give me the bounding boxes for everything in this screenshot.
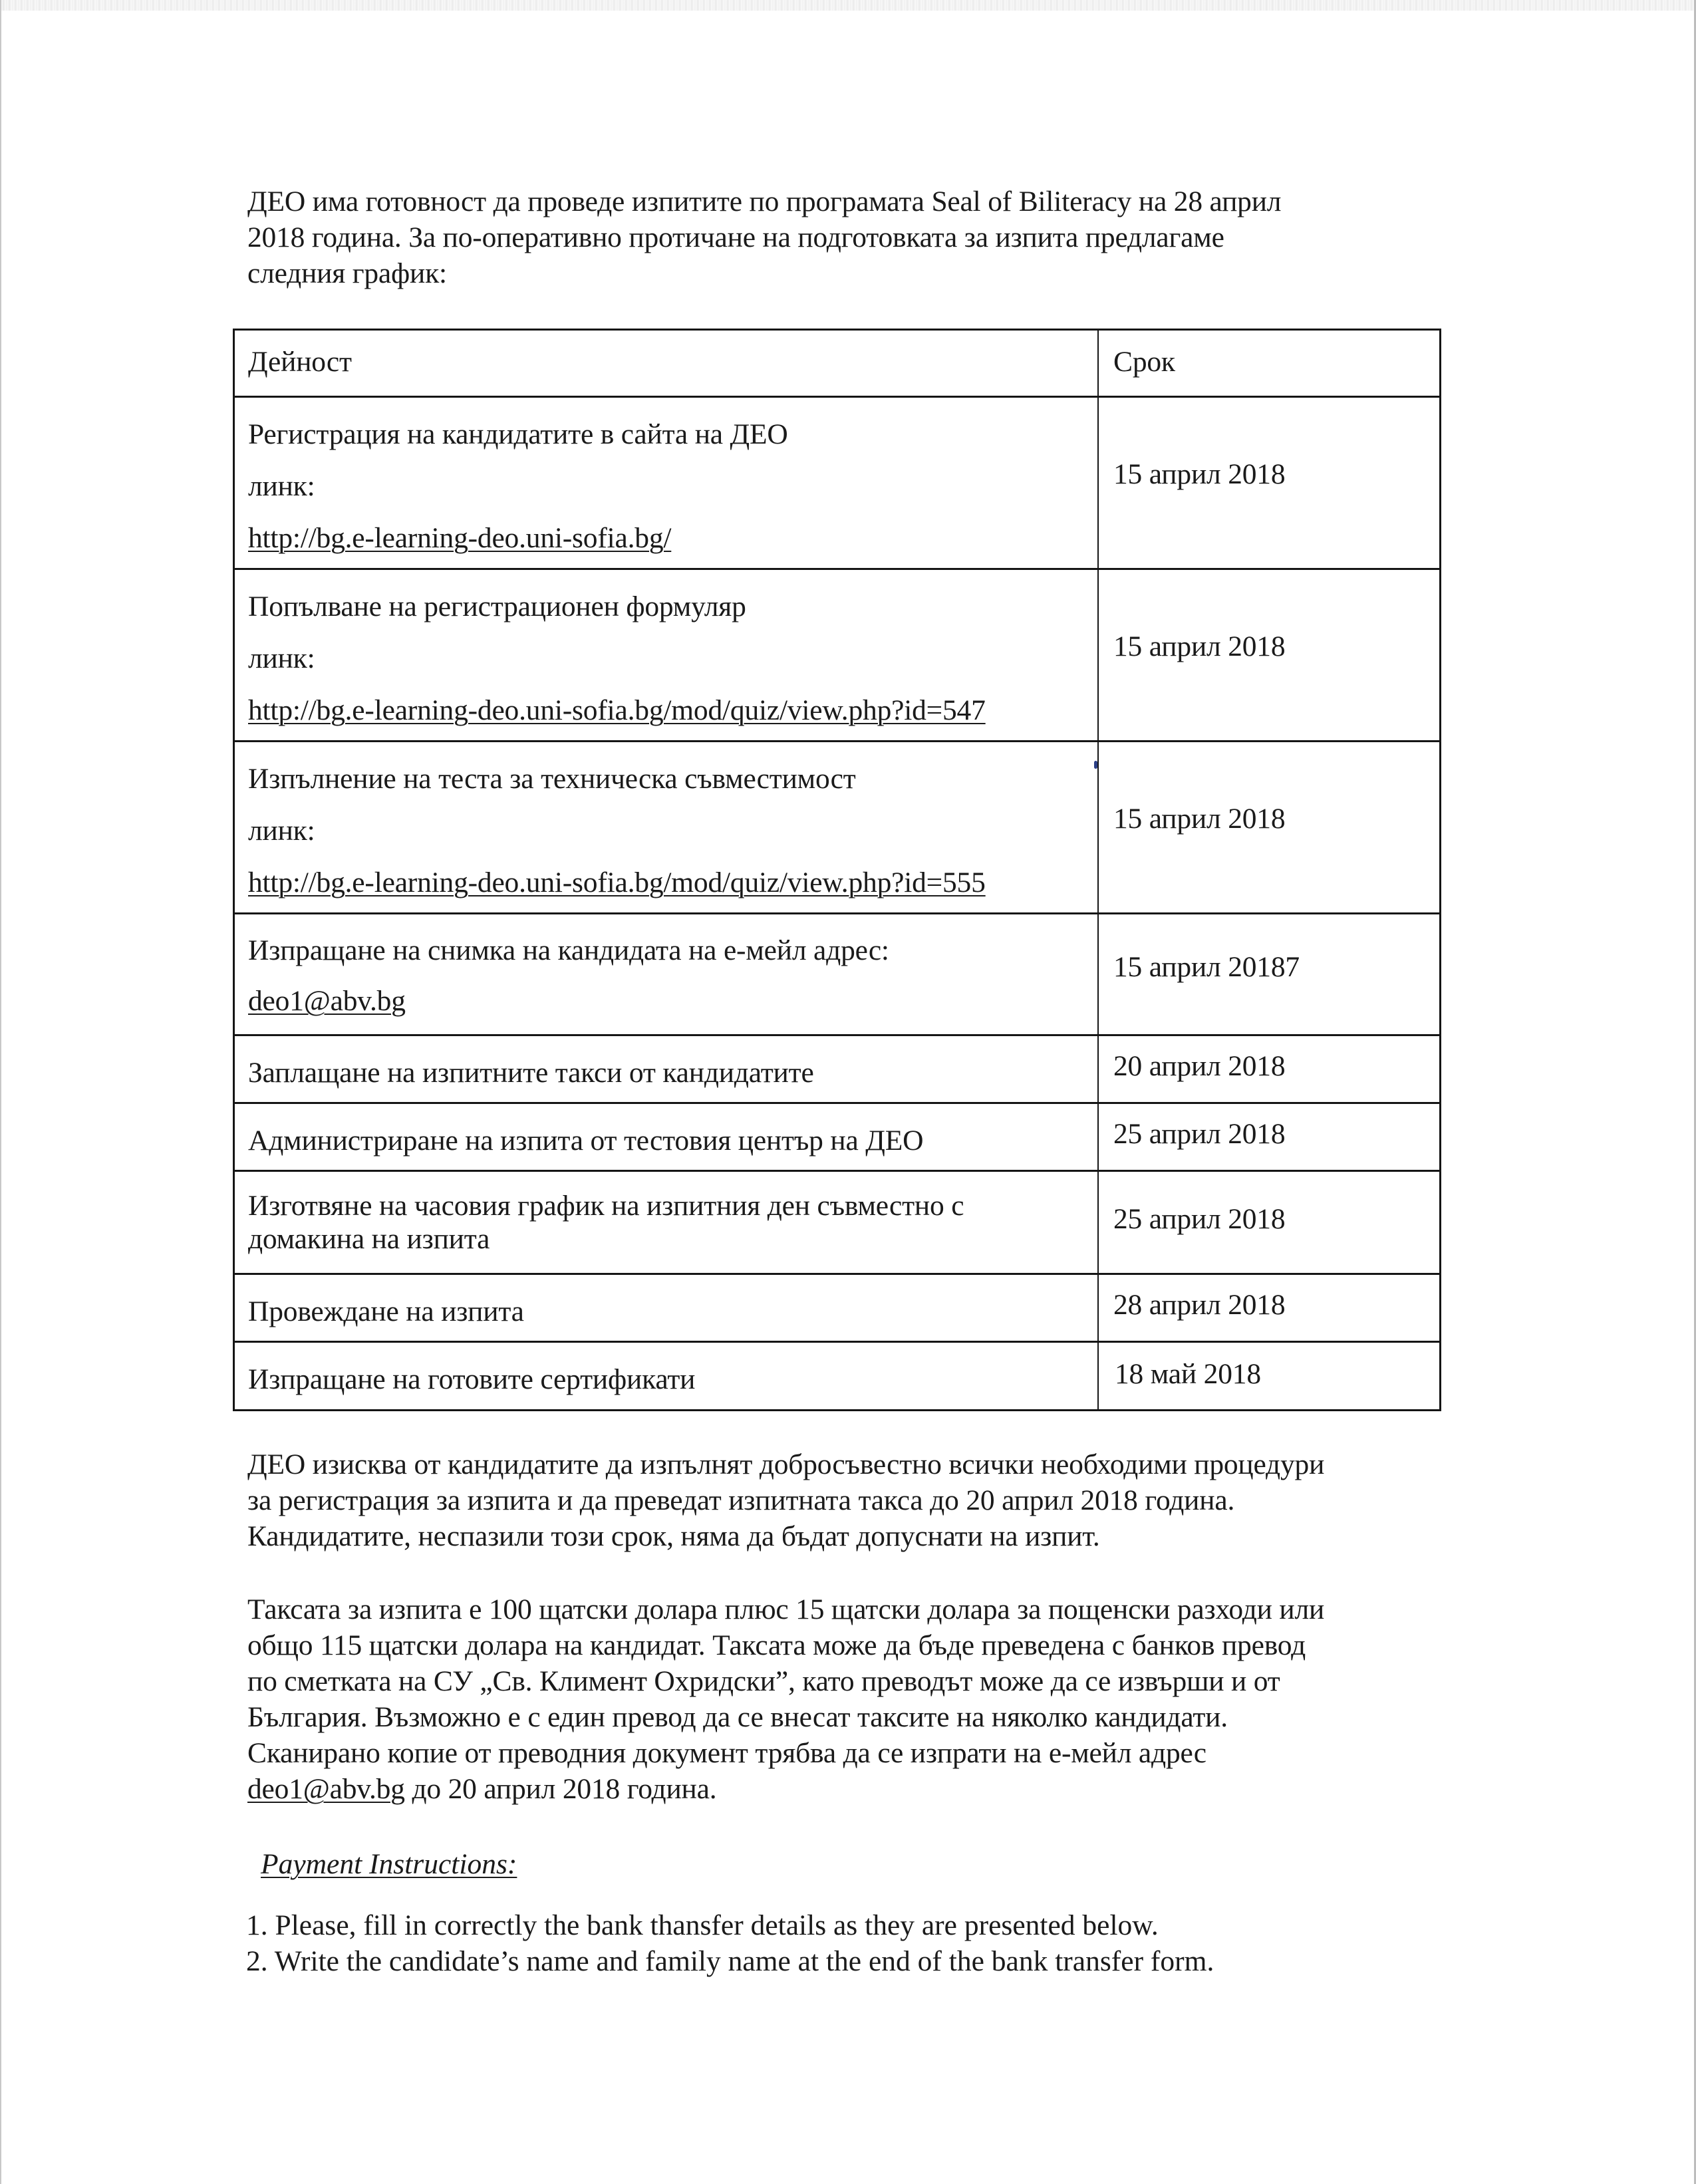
registration-form-link[interactable]: http://bg.e-learning-deo.uni-sofia.bg/mod/quiz/view.php?id=547: [248, 694, 986, 726]
requirements-line: ДЕО изисква от кандидатите да изпълнят добросъвестно всички необходими процедури: [247, 1448, 1325, 1480]
activity-cell: [235, 742, 1099, 912]
activity-text: Регистрация на кандидатите в сайта на ДЕО: [248, 418, 788, 450]
fee-info-paragraph: [247, 1591, 1451, 1807]
activity-text: Попълване на регистрационен формуляр: [248, 591, 746, 622]
table-row: [235, 740, 1439, 912]
deadline-cell: [1099, 742, 1439, 912]
payment-instructions-title: Payment Instructions:: [261, 1848, 517, 1880]
fee-line: Сканирано копие от преводния документ трябва да се изпрати на е-мейл адрес: [247, 1737, 1206, 1769]
fee-line: общо 115 щатски долара на кандидат. Таксата може да бъде преведена с банков превод: [247, 1629, 1306, 1661]
payment-instructions-list: [246, 1907, 1214, 1979]
link-label: линк:: [248, 815, 315, 847]
activity-cell: [235, 914, 1099, 1034]
compatibility-test-link[interactable]: http://bg.e-learning-deo.uni-sofia.bg/mod/quiz/view.php?id=555: [248, 867, 986, 898]
activity-text: Изпращане на снимка на кандидата на е-мейл адрес:: [248, 934, 889, 966]
requirements-line: за регистрация за изпита и да преведат изпитната такса до 20 април 2018 година.: [247, 1484, 1235, 1516]
table-header-row: [235, 331, 1439, 396]
activity-cell: Администриране на изпита от тестовия център на ДЕО: [235, 1104, 1099, 1170]
deadline-cell: [1099, 1172, 1439, 1273]
deadline-cell: [1099, 1036, 1439, 1102]
deadline-text: 15 април 2018: [1113, 630, 1286, 662]
scan-top-noise: [0, 0, 1696, 11]
link-label: линк:: [248, 470, 315, 502]
fee-email-link[interactable]: deo1@abv.bg: [247, 1773, 405, 1805]
table-row: [235, 1034, 1439, 1102]
activity-cell: [235, 570, 1099, 740]
table-row: [235, 396, 1439, 568]
fee-line-last: [247, 1771, 1451, 1807]
table-row: [235, 1341, 1439, 1409]
fee-deadline-text: до 20 април 2018 година.: [404, 1773, 717, 1805]
table-row: [235, 568, 1439, 740]
email-link[interactable]: deo1@abv.bg: [248, 985, 406, 1017]
deadline-text: 28 април 2018: [1113, 1289, 1286, 1321]
activity-text: Изпълнение на теста за техническа съвместимост: [248, 763, 856, 795]
payment-instruction-item: 1. Please, fill in correctly the bank thansfer details as they are presented below.: [246, 1909, 1159, 1941]
requirements-line: Кандидатите, неспазили този срок, няма да бъдат допуснати на изпит.: [247, 1520, 1100, 1552]
deadline-text: 15 април 20187: [1113, 951, 1300, 983]
registration-site-link[interactable]: http://bg.e-learning-deo.uni-sofia.bg/: [248, 522, 672, 554]
deadline-text: 18 май 2018: [1115, 1358, 1261, 1390]
activity-cell: [235, 1172, 1099, 1273]
scan-edge-left: [0, 0, 1, 2184]
activity-cell: Изпращане на готовите сертификати: [235, 1343, 1099, 1409]
intro-line: следния график:: [247, 257, 447, 289]
fee-line: по сметката на СУ „Св. Климент Охридски”, като преводът може да се извърши и от: [247, 1665, 1280, 1697]
deadline-cell: [1099, 570, 1439, 740]
header-activity: Дейност: [235, 331, 1099, 396]
intro-line: 2018 година. За по-оперативно протичане на подготовката за изпита предлагаме: [247, 221, 1224, 253]
deadline-cell: [1099, 398, 1439, 568]
header-deadline: Срок: [1113, 346, 1175, 378]
deadline-text: 25 април 2018: [1113, 1203, 1286, 1235]
activity-cell: [235, 398, 1099, 568]
table-row: [235, 912, 1439, 1034]
deadline-cell: [1099, 1275, 1439, 1341]
fee-line: Таксата за изпита е 100 щатски долара плюс 15 щатски долара за пощенски разходи или: [247, 1593, 1325, 1625]
deadline-text: 15 април 2018: [1113, 458, 1286, 490]
deadline-cell: [1099, 914, 1439, 1034]
table-row: [235, 1273, 1439, 1341]
table-row: [235, 1102, 1439, 1170]
deadline-text: 15 април 2018: [1113, 803, 1286, 835]
activity-text: Изготвяне на часовия график на изпитния ден съвместно с: [248, 1190, 964, 1222]
deadline-text: 25 април 2018: [1113, 1118, 1286, 1150]
link-label: линк:: [248, 642, 315, 674]
table-row: [235, 1170, 1439, 1273]
intro-line: ДЕО има готовност да проведе изпитите по програмата Seal of Biliteracy на 28 април: [247, 186, 1282, 217]
payment-instruction-item: 2. Write the candidate’s name and family name at the end of the bank transfer form.: [246, 1945, 1214, 1977]
deadline-cell: [1099, 1104, 1439, 1170]
activity-cell: Провеждане на изпита: [235, 1275, 1099, 1341]
activity-text: домакина на изпита: [248, 1223, 490, 1255]
activity-cell: Заплащане на изпитните такси от кандидатите: [235, 1036, 1099, 1102]
deadline-text: 20 април 2018: [1113, 1050, 1286, 1082]
requirements-paragraph: [247, 1446, 1451, 1554]
schedule-table: [233, 329, 1441, 1411]
deadline-cell: [1099, 1343, 1439, 1409]
intro-paragraph: [247, 184, 1451, 291]
ink-mark: [1094, 761, 1097, 769]
fee-line: България. Възможно е с един превод да се внесат таксите на няколко кандидати.: [247, 1701, 1228, 1733]
